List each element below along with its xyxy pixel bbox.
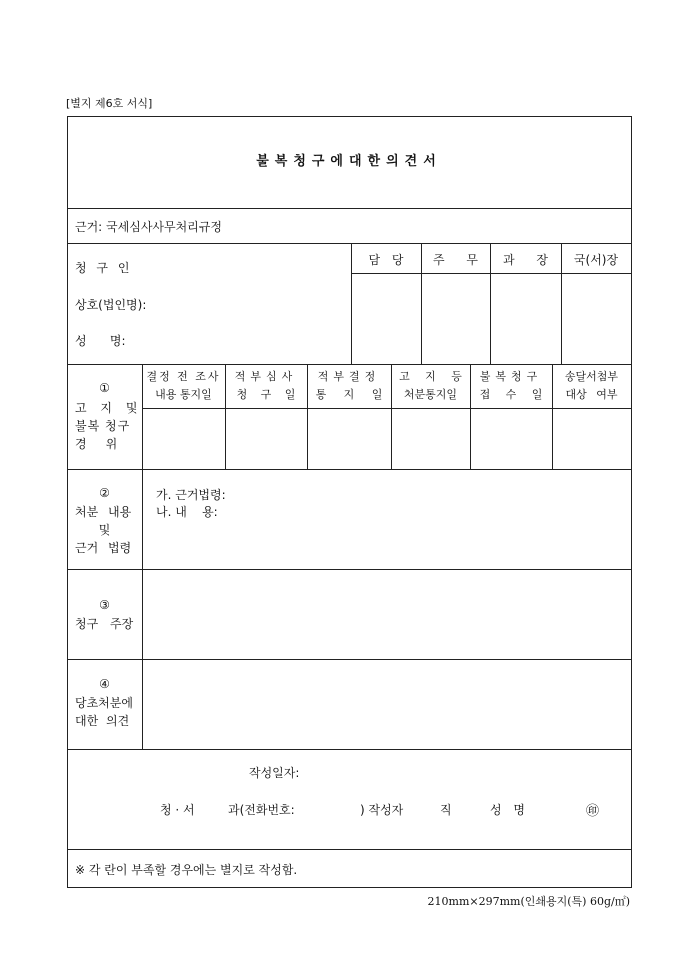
- col-delivery-attachment: [552, 368, 631, 404]
- col-pre-decision-notice-line1: 결정 전 조사: [146, 370, 221, 383]
- col-disposition-notice-date-line1: 고 지 등: [399, 370, 462, 383]
- approval-box-staff[interactable]: [352, 274, 420, 363]
- paper-spec: 210mm×297mm(인쇄용지(특) 60g/㎡): [427, 895, 630, 908]
- section4-input[interactable]: [143, 660, 630, 749]
- approval-header-staff: 담 당: [368, 253, 404, 267]
- col-review-decision-date: [307, 368, 391, 404]
- col-pre-decision-notice: [142, 368, 225, 404]
- col-appeal-receipt-date-line2: 접 수 일: [479, 388, 543, 401]
- section1-label-line3: 경 위: [75, 437, 118, 451]
- section4-number: ④: [99, 677, 110, 691]
- cell-delivery-attachment[interactable]: [553, 409, 630, 469]
- position-label: 직: [440, 803, 452, 817]
- dept-phone-label: 과(전화번호:: [228, 803, 295, 817]
- approval-box-director[interactable]: [562, 274, 630, 363]
- approval-header-section-head: 과 장: [503, 253, 548, 267]
- form-title: 불복청구에대한의견서: [256, 154, 442, 169]
- seal-mark: ㊞: [586, 804, 600, 819]
- section3-number: ③: [99, 598, 110, 612]
- col-pre-decision-notice-line2: 내용 통지일: [155, 388, 212, 401]
- cell-disposition-notice-date[interactable]: [392, 409, 470, 469]
- col-review-request-date: [225, 368, 307, 404]
- section2-input[interactable]: [240, 480, 625, 560]
- footnote: ※ 각 란이 부족할 경우에는 별지로 작성함.: [75, 863, 298, 877]
- section4-label-line2: 대한 의견: [75, 714, 130, 728]
- approval-box-chief[interactable]: [422, 274, 489, 363]
- form-label: [별지 제6호 서식]: [66, 97, 153, 110]
- approval-header-chief: 주 무: [433, 253, 478, 267]
- person-name-label: 성 명:: [75, 334, 126, 348]
- section1-label-line1: 고 지 및: [75, 401, 143, 415]
- dept-label: 청 · 서: [160, 803, 195, 817]
- cell-review-request-date[interactable]: [226, 409, 307, 469]
- name-label: 성 명: [490, 803, 525, 817]
- col-delivery-attachment-line1: 송달서첨부: [564, 370, 619, 383]
- writer-label: ) 작성자: [360, 803, 404, 817]
- section2-number: ②: [99, 486, 110, 500]
- approval-header-director: 국(서)장: [573, 253, 619, 267]
- company-name-label: 상호(법인명):: [75, 298, 147, 312]
- section4-label-line1: 당초처분에: [75, 696, 133, 710]
- section3-input[interactable]: [143, 570, 630, 659]
- section1-number: ①: [99, 381, 110, 395]
- col-review-request-date-line2: 청 구 일: [236, 388, 296, 401]
- cell-review-decision-date[interactable]: [308, 409, 391, 469]
- date-label: 작성일자:: [249, 766, 300, 780]
- col-review-request-date-line1: 적부심사: [234, 370, 298, 383]
- col-disposition-notice-date: [391, 368, 470, 404]
- col-appeal-receipt-date-line1: 불복청구: [479, 370, 543, 383]
- section1-label-line2: 불복 청구: [75, 419, 131, 433]
- legal-basis-label: 가. 근거법령:: [156, 488, 226, 502]
- col-disposition-notice-date-line2: 처분통지일: [403, 388, 458, 401]
- section2-label-line1: 처분 내용: [75, 505, 132, 519]
- cell-appeal-receipt-date[interactable]: [471, 409, 552, 469]
- approval-box-section-head[interactable]: [491, 274, 560, 363]
- cell-pre-decision-notice[interactable]: [143, 409, 225, 469]
- claimant-label: 청 구 인: [75, 261, 133, 275]
- col-delivery-attachment-line2: 대상 여부: [565, 388, 618, 401]
- section2-label-line3: 근거 법령: [75, 541, 132, 555]
- basis-text: 근거: 국세심사사무처리규정: [75, 220, 222, 234]
- col-appeal-receipt-date: [470, 368, 552, 404]
- section3-label-line1: 청구 주장: [75, 617, 134, 631]
- col-review-decision-date-line2: 통 지 일: [315, 388, 383, 401]
- col-review-decision-date-line1: 적부결정: [317, 370, 381, 383]
- content-label: 나. 내 용:: [156, 505, 218, 519]
- section2-label-line2: 및: [98, 523, 111, 537]
